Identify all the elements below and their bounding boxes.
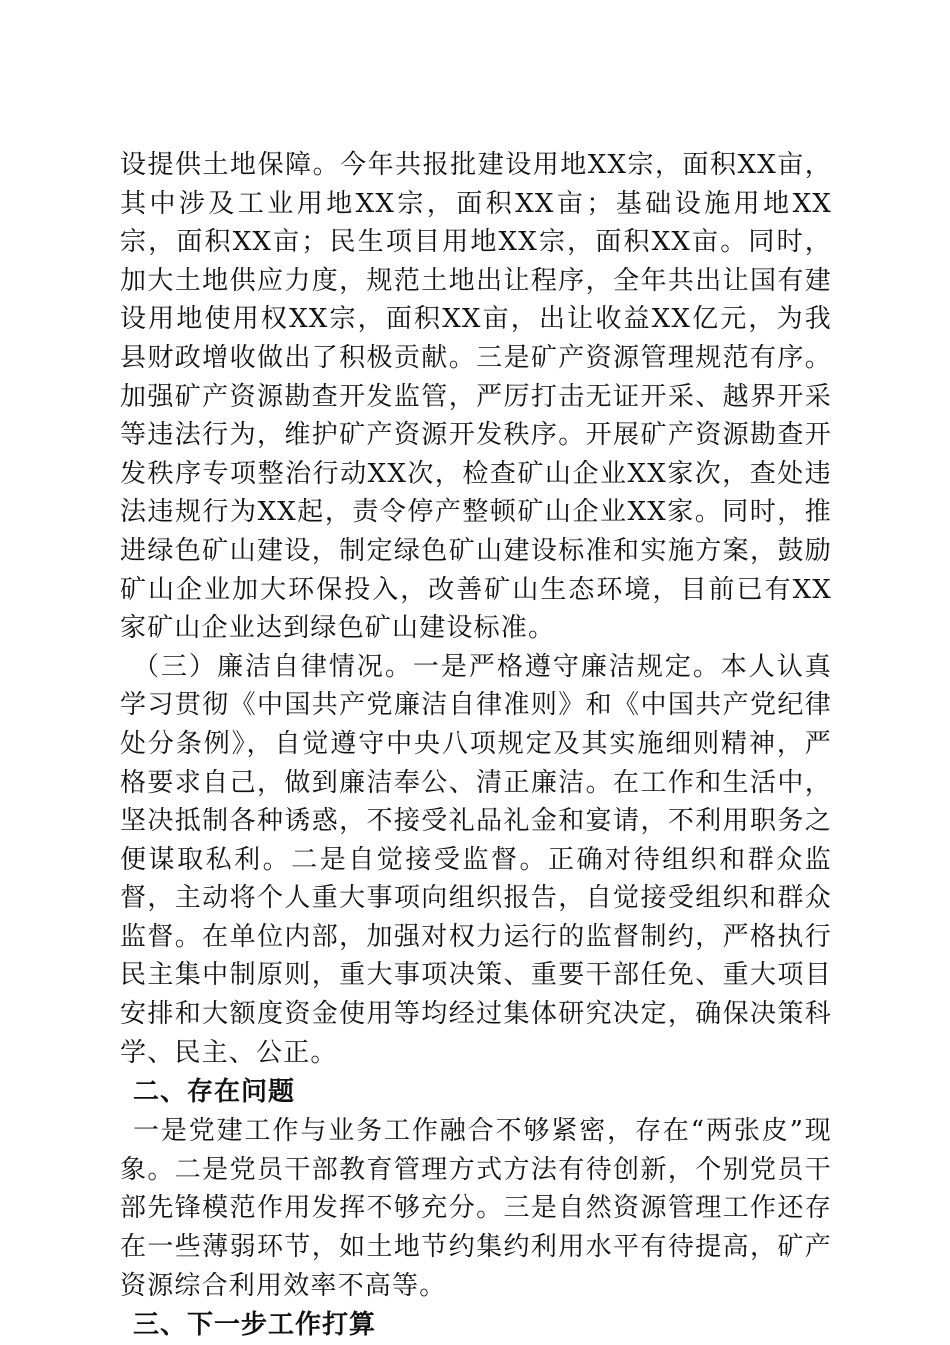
heading-next-steps: 三、下一步工作打算 — [133, 1310, 377, 1341]
document-page — [120, 146, 832, 1345]
heading-existing-problems: 二、存在问题 — [133, 1077, 296, 1108]
paragraph-problems: 一是党建工作与业务工作融合不够紧密，存在“两张皮”现象。二是党员干部教育管理方式方法有待创新，个别党员干部先锋模范作用发挥不够充分。三是自然资源管理工作还存在一些薄弱环节，如土地节约集约利用水平有待提高，矿产资源综合利用效率不高等。 — [120, 1116, 832, 1301]
paragraph-land-and-mineral: 设提供土地保障。今年共报批建设用地XX宗，面积XX亩，其中涉及工业用地XX宗，面积XX亩；基础设施用地XX宗，面积XX亩；民生项目用地XX宗，面积XX亩。同时，加大土地供应力度，规范土地出让程序，全年共出让国有建设用地使用权XX宗，面积XX亩，出让收益XX亿元，为我县财政增收做出了积极贡献。三是矿产资源管理规范有序。加强矿产资源勘查开发监管，严厉打击无证开采、越界开采等违法行为，维护矿产资源开发秩序。开展矿产资源勘查开发秩序专项整治行动XX次，检查矿山企业XX家次，查处违法违规行为XX起，责令停产整顿矿山企业XX家。同时，推进绿色矿山建设，制定绿色矿山建设标准和实施方案，鼓励矿山企业加大环保投入，改善矿山生态环境，目前已有XX家矿山企业达到绿色矿山建设标准。 — [120, 150, 832, 644]
paragraph-integrity: （三）廉洁自律情况。一是严格遵守廉洁规定。本人认真学习贯彻《中国共产党廉洁自律准则》和《中国共产党纪律处分条例》，自觉遵守中央八项规定及其实施细则精神，严格要求自己，做到廉洁奉公、清正廉洁。在工作和生活中，坚决抵制各种诱惑，不接受礼品礼金和宴请，不利用职务之便谋取私利。二是自觉接受监督。正确对待组织和群众监督，主动将个人重大事项向组织报告，自觉接受组织和群众监督。在单位内部，加强对权力运行的监督制约，严格执行民主集中制原则，重大事项决策、重要干部任免、重大项目安排和大额度资金使用等均经过集体研究决定，确保决策科学、民主、公正。 — [120, 651, 832, 1068]
